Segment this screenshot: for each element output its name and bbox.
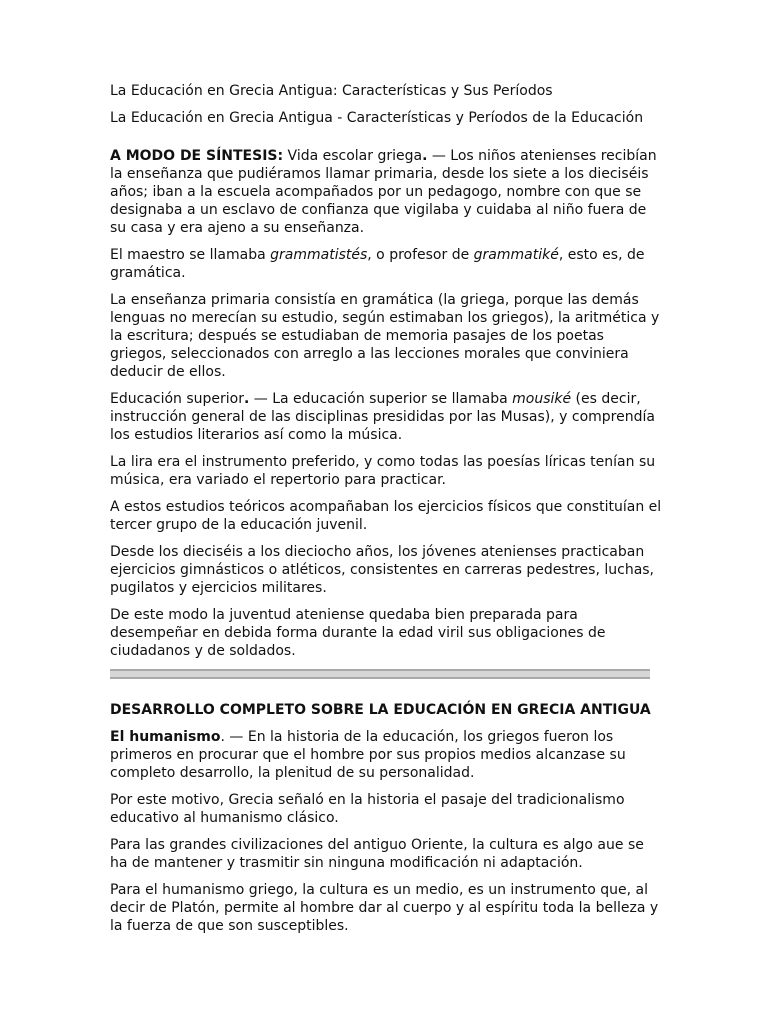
synthesis-topic: Vida escolar griega: [283, 148, 423, 164]
document-page: [110, 82, 662, 944]
text-span: , o profesor de: [367, 247, 474, 263]
synthesis-lead: A MODO DE SÍNTESIS:: [110, 148, 284, 164]
development-heading: DESARROLLO COMPLETO SOBRE LA EDUCACIÓN EN GRECIA ANTIGUA: [110, 702, 651, 718]
text-span: — La educación superior se llamaba: [249, 391, 513, 407]
synthesis-paragraph-6: A estos estudios teóricos acompañaban los ejercicios físicos que constituían el tercer grupo de la educación juvenil.: [110, 499, 662, 533]
humanism-term: El humanismo: [110, 729, 221, 745]
synthesis-paragraph-3: La enseñanza primaria consistía en gramática (la griega, porque las demás lenguas no merecían su estudio, según estimaban los griegos), la aritmética y la escritura; después se estudiaban de memoria pasajes de los poetas griegos, seleccionados con arreglo a las lecciones morales que conviniera deducir de ellos.: [110, 292, 660, 380]
development-paragraph-1: [110, 728, 662, 782]
term-grammatike: grammatiké: [473, 247, 559, 263]
synthesis-topic-period: .: [422, 148, 428, 164]
synthesis-paragraph-7: Desde los dieciséis a los dieciocho años, los jóvenes atenienses practicaban ejercicios gimnásticos o atléticos, consistentes en carreras pedestres, luchas, pugilatos y ejercicios militares.: [110, 544, 655, 596]
text-span: . — En la historia de la educación, los griegos fueron los primeros en procurar que el hombre por sus propios medios alcanzase su completo desarrollo, la plenitud de su personalidad.: [110, 729, 626, 781]
development-paragraph-3: Para las grandes civilizaciones del antiguo Oriente, la cultura es algo aue se ha de mantener y trasmitir sin ninguna modificación ni adaptación.: [110, 837, 644, 871]
term-grammatistes: grammatistés: [270, 247, 368, 263]
development-paragraph-2: Por este motivo, Grecia señaló en la historia el pasaje del tradicionalismo educativo al humanismo clásico.: [110, 792, 625, 826]
bold-period: .: [244, 391, 250, 407]
synthesis-paragraph-5: La lira era el instrumento preferido, y como todas las poesías líricas tenían su música, era variado el repertorio para practicar.: [110, 454, 656, 488]
document-title: La Educación en Grecia Antigua: Características y Sus Períodos: [110, 83, 553, 99]
synthesis-paragraph-4: [110, 390, 662, 444]
section-divider: [110, 669, 650, 679]
term-mousike: mousiké: [512, 391, 572, 407]
document-subtitle: La Educación en Grecia Antigua - Características y Períodos de la Educación: [110, 110, 644, 126]
synthesis-paragraph-2: [110, 246, 662, 282]
synthesis-paragraph-1: [110, 147, 662, 237]
synthesis-text: — Los niños atenienses recibían la enseñanza que pudiéramos llamar primaria, desde los siete a los dieciséis años; iban a la escuela acompañados por un pedagogo, nombre con que se designaba a un esclavo de confianza que vigilaba y cuidaba al niño fuera de su casa y era ajeno a su enseñanza.: [110, 148, 657, 236]
text-span: El maestro se llamaba: [110, 247, 271, 263]
synthesis-paragraph-8: De este modo la juventud ateniense quedaba bien preparada para desempeñar en debida forma durante la edad viril sus obligaciones de ciudadanos y de soldados.: [110, 607, 606, 659]
text-span: Educación superior: [110, 391, 244, 407]
text-span: , esto es, de gramática.: [110, 247, 645, 281]
development-paragraph-4: Para el humanismo griego, la cultura es un medio, es un instrumento que, al decir de Platón, permite al hombre dar al cuerpo y al espíritu toda la belleza y la fuerza de que son susceptibles.: [110, 882, 659, 934]
text-span: (es decir, instrucción general de las disciplinas presididas por las Musas), y comprendía los estudios literarios así como la música.: [110, 391, 655, 443]
